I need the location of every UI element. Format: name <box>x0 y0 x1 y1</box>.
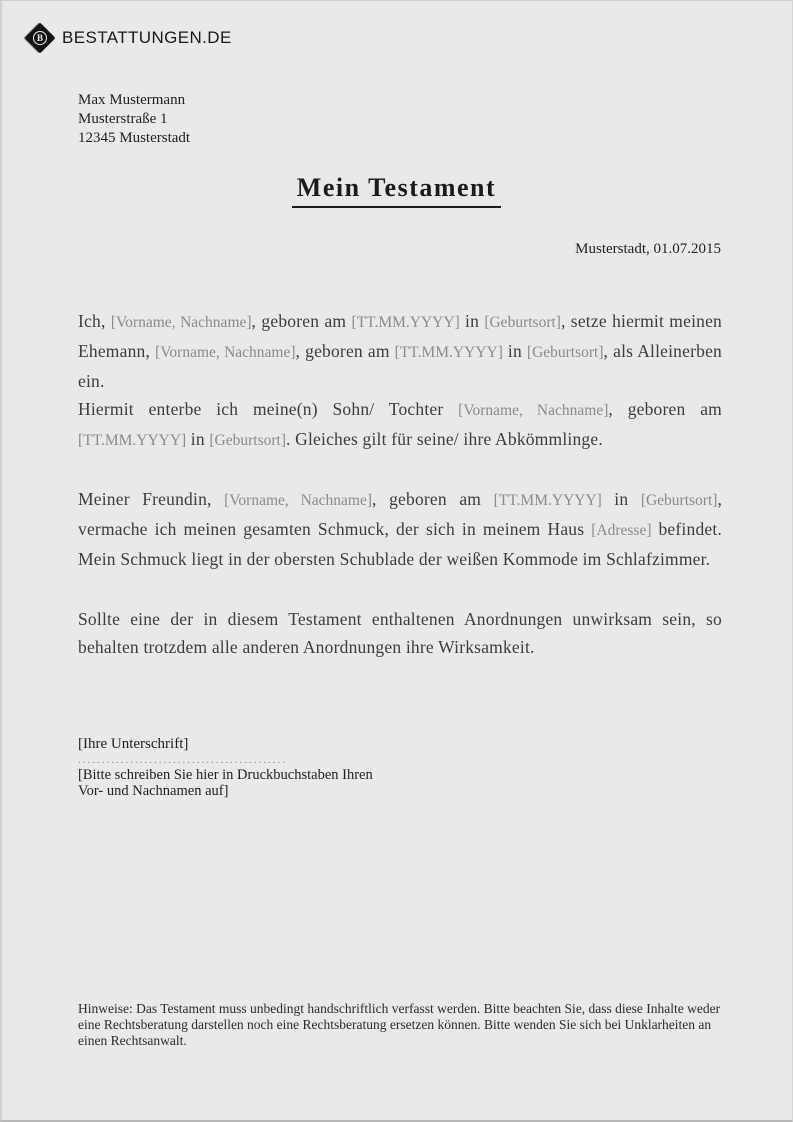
placeholder-field: [TT.MM.YYYY] <box>351 314 460 331</box>
handwritten-run: Meiner Freundin, <box>78 489 225 509</box>
paragraph-severability <box>78 605 722 661</box>
handwritten-run: in <box>186 429 210 449</box>
paragraph-disinherit <box>78 395 722 455</box>
handwritten-run: , geboren am <box>608 399 722 419</box>
diamond-b-icon <box>24 22 55 53</box>
placeholder-field: [Geburtsort] <box>209 432 286 449</box>
signature-instruction-line1: [Bitte schreiben Sie hier in Druckbuchstaben Ihren <box>78 767 373 783</box>
handwritten-run: , geboren am <box>251 311 352 331</box>
handwritten-run: in <box>459 311 485 331</box>
placeholder-field: [TT.MM.YYYY] <box>394 344 503 361</box>
sender-name: Max Mustermann <box>78 92 186 108</box>
brand-monogram: B <box>36 32 43 43</box>
brand-logo <box>29 27 232 49</box>
signature-instruction-line2: Vor- und Nachnamen auf] <box>78 783 229 799</box>
placeholder-field: [Geburtsort] <box>484 314 561 331</box>
signature-block <box>78 735 373 799</box>
placeholder-field: [Vorname, Nachname] <box>224 492 373 509</box>
paragraph-bequest <box>78 485 722 573</box>
signature-label: [Ihre Unterschrift] <box>78 736 189 752</box>
footer-note: Hinweise: Das Testament muss unbedingt handschriftlich verfasst werden. Bitte beachten Sie, dass diese Inhalte weder eine Rechtsberatung darstellen noch eine Rechtsberatung ersetzen können. Bitte wenden Sie sich bei Unklarheiten an einen Rechtsanwalt. <box>78 1001 721 1048</box>
handwritten-run: , geboren am <box>372 489 494 509</box>
handwritten-run: , geboren am <box>295 341 395 361</box>
body-text <box>78 307 722 661</box>
date-line: Musterstadt, 01.07.2015 <box>575 241 721 257</box>
handwritten-run: , vermache ich meinen gesamten Schmuck, der sich in meinem Haus <box>78 489 723 539</box>
document-title: Mein Testament <box>292 173 501 208</box>
handwritten-run: befindet. Mein Schmuck liegt in der obersten Schublade der weißen Kommode im Schlafzimmer. <box>78 519 722 569</box>
paragraph-heir <box>78 307 722 395</box>
placeholder-field: [TT.MM.YYYY] <box>493 492 602 509</box>
sender-street: Musterstraße 1 <box>78 111 168 127</box>
handwritten-run: , setze hiermit meinen Ehemann, <box>78 311 723 361</box>
placeholder-field: [Vorname, Nachname] <box>110 314 252 331</box>
signature-dotted-line: ............................................ <box>78 754 287 766</box>
handwritten-run: . Gleiches gilt für seine/ ihre Abkömmlinge. <box>286 429 603 449</box>
handwritten-run: , als Alleinerben ein. <box>78 341 722 391</box>
handwritten-run: Ich, <box>78 311 111 331</box>
title-row <box>1 173 792 208</box>
placeholder-field: [Vorname, Nachname] <box>458 402 609 419</box>
handwritten-run: in <box>502 341 527 361</box>
placeholder-field: [Geburtsort] <box>526 344 604 361</box>
sender-city: 12345 Musterstadt <box>78 130 191 146</box>
handwritten-run: Hiermit enterbe ich meine(n) Sohn/ Tochter <box>78 399 459 419</box>
brand-wordmark: BESTATTUNGEN.DE <box>62 28 232 47</box>
placeholder-field: [Geburtsort] <box>640 492 718 509</box>
handwritten-run: in <box>601 489 641 509</box>
placeholder-field: [Adresse] <box>591 522 652 539</box>
handwritten-run: Sollte eine der in diesem Testament enthaltenen Anordnungen unwirksam sein, so behalten trotzdem alle anderen Anordnungen ihre Wirksamkeit. <box>78 609 722 657</box>
placeholder-field: [TT.MM.YYYY] <box>78 432 187 449</box>
placeholder-field: [Vorname, Nachname] <box>155 344 296 361</box>
sender-address <box>78 91 190 148</box>
monogram-ring <box>33 31 47 45</box>
